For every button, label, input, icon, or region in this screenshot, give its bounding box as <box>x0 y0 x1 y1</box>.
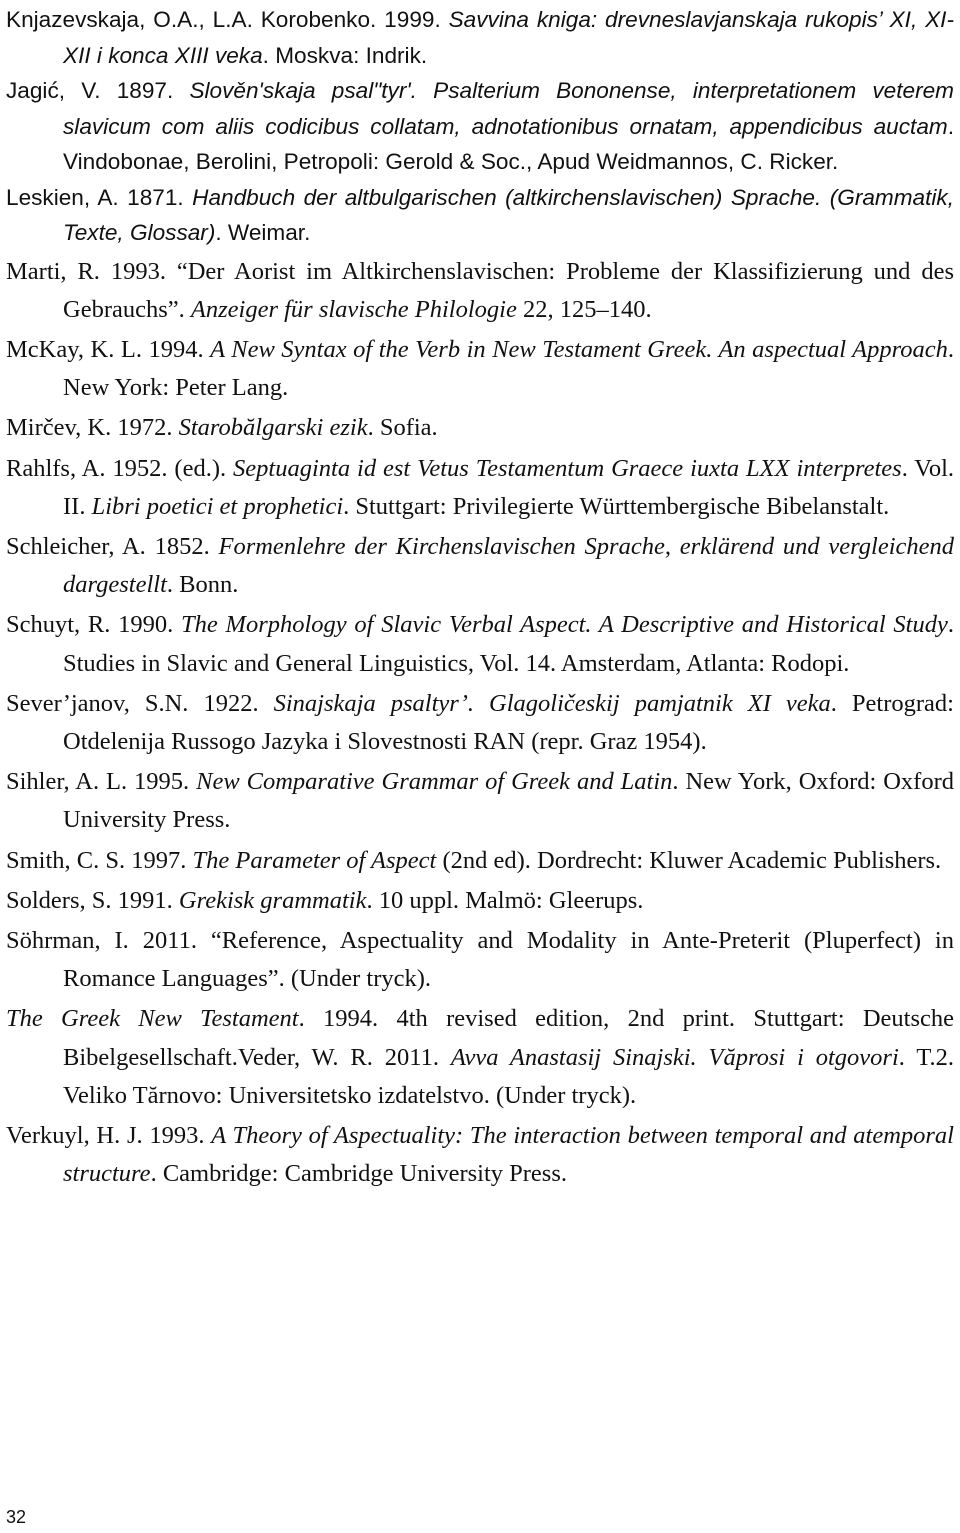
reference-text: Leskien, A. 1871. <box>6 184 193 210</box>
reference-entry-greek-nt <box>6 1000 954 1115</box>
reference-text: Rahlfs, A. 1952. (ed.). <box>6 454 234 482</box>
reference-title: Handbuch der altbulgarischen (altkirchenslavischen) Sprache. (Grammatik, Texte, Glossar) <box>63 184 954 245</box>
reference-text: . Moskva: Indrik. <box>262 42 428 68</box>
reference-title: The Greek New Testament <box>6 1005 299 1033</box>
reference-entry-jagic <box>6 73 954 180</box>
reference-text: . New York: Peter Lang. <box>63 335 955 402</box>
reference-text: Söhrman, I. 2011. “Reference, Aspectuality and Modality in Ante-Preterit (Pluperfect) in Romance Languages”. (Under tryck). <box>6 926 954 993</box>
reference-text: . New York, Oxford: Oxford University Press. <box>63 768 954 834</box>
reference-entry-mircev <box>6 409 954 447</box>
reference-text: (2nd ed). Dordrecht: Kluwer Academic Publishers. <box>436 846 942 874</box>
reference-title: Avva Anastasij Sinajski. Văprosi i otgovori <box>450 1043 899 1071</box>
reference-text: Smith, C. S. 1997. <box>6 846 193 874</box>
reference-text: Sever’janov, S.N. 1922. <box>6 689 274 717</box>
reference-text: Mirčev, K. 1972. <box>6 414 179 442</box>
reference-entry-schuyt <box>6 606 954 682</box>
reference-text: Knjazevskaja, O.A., L.A. Korobenko. 1999. <box>6 7 449 32</box>
reference-entry-sihler <box>6 763 954 839</box>
reference-entry-rahlfs <box>6 450 954 526</box>
reference-text: Jagić, V. 1897. <box>6 78 190 103</box>
reference-entry-marti <box>6 253 954 329</box>
reference-text: . 1994. 4th revised edition, 2nd print. Stuttgart: Deutsche Bibelgesellschaft.Veder, W. R. 2011. <box>63 1005 954 1071</box>
reference-text: Verkuyl, H. J. 1993. <box>6 1121 212 1149</box>
reference-text: . Vindobonae, Berolini, Petropoli: Gerold & Soc., Apud Weidmannos, C. Ricker. <box>63 113 954 174</box>
reference-entry-mckay <box>6 331 954 407</box>
reference-title: Sinajskaja psaltyr’. Glagoličeskij pamjatnik XI veka <box>273 689 831 717</box>
page-number: 32 <box>6 1507 27 1527</box>
reference-entry-leskien <box>6 180 954 251</box>
reference-entry-sohrman <box>6 922 954 998</box>
reference-title: Septuaginta id est Vetus Testamentum Graece iuxta LXX interpretes <box>233 454 902 482</box>
reference-entry-knjazevskaja <box>6 2 954 73</box>
reference-text: Schuyt, R. 1990. <box>6 611 182 639</box>
reference-text: 22, 125–140. <box>516 295 652 323</box>
reference-text: Marti, R. 1993. “Der Aorist im Altkirchenslavischen: Probleme der Klassifizierung und des Gebrauchs”. <box>6 257 954 323</box>
reference-text: . T.2. Veliko Tărnovo: Universitetsko izdatelstvo. (Under tryck). <box>63 1043 954 1109</box>
reference-text: . Studies in Slavic and General Linguistics, Vol. 14. Amsterdam, Atlanta: Rodopi. <box>63 611 954 677</box>
reference-text: McKay, K. L. 1994. <box>6 335 211 363</box>
reference-title: Grekisk grammatik <box>178 886 367 914</box>
reference-text: . Petrograd: Otdelenija Russogo Jazyka i Slovestnosti RAN (repr. Graz 1954). <box>63 689 954 755</box>
reference-title: Starobălgarski ezik <box>178 414 368 442</box>
reference-title: Libri poetici et prophetici <box>91 492 344 520</box>
reference-text: . Vol. II. <box>63 454 955 520</box>
reference-title: The Parameter of Aspect <box>192 846 437 874</box>
reference-text: . Bonn. <box>166 571 239 599</box>
reference-entry-smith <box>6 842 954 880</box>
reference-text: Sihler, A. L. 1995. <box>6 768 197 796</box>
reference-title: Formenlehre der Kirchenslavischen Sprache, erklärend und vergleichend dargestellt <box>63 532 955 599</box>
reference-title: New Comparative Grammar of Greek and Latin <box>196 768 673 796</box>
reference-title: Savvina kniga: drevneslavjanskaja rukopis’ XI, XI-XII i konca XIII veka <box>63 7 954 68</box>
reference-title: Anzeiger für slavische Philologie <box>190 295 517 323</box>
reference-text: . Stuttgart: Privilegierte Württembergische Bibelanstalt. <box>343 492 890 520</box>
reference-entry-verkuyl <box>6 1117 954 1193</box>
reference-entry-solders <box>6 882 954 920</box>
reference-title: A Theory of Aspectuality: The interaction between temporal and atemporal structure <box>63 1121 954 1188</box>
reference-title: The Morphology of Slavic Verbal Aspect. A Descriptive and Historical Study <box>181 611 948 639</box>
reference-text: . Weimar. <box>215 220 311 245</box>
reference-text: . Cambridge: Cambridge University Press. <box>150 1160 568 1188</box>
reference-text: . 10 uppl. Malmö: Gleerups. <box>366 886 644 914</box>
reference-text: Solders, S. 1991. <box>6 886 179 914</box>
reference-title: A New Syntax of the Verb in New Testament Greek. An aspectual Approach <box>210 335 948 363</box>
reference-list <box>6 2 954 1193</box>
reference-title: Slověn'skaja psal"tyr'. Psalterium Bononense, interpretationem veterem slavicum com aliis codicibus collatam, adnotationibus ornatam, appendicibus auctam <box>63 78 954 139</box>
reference-entry-severjanov <box>6 685 954 761</box>
reference-text: . Sofia. <box>367 414 438 442</box>
reference-text: Schleicher, A. 1852. <box>6 532 219 560</box>
reference-entry-schleicher <box>6 528 954 604</box>
